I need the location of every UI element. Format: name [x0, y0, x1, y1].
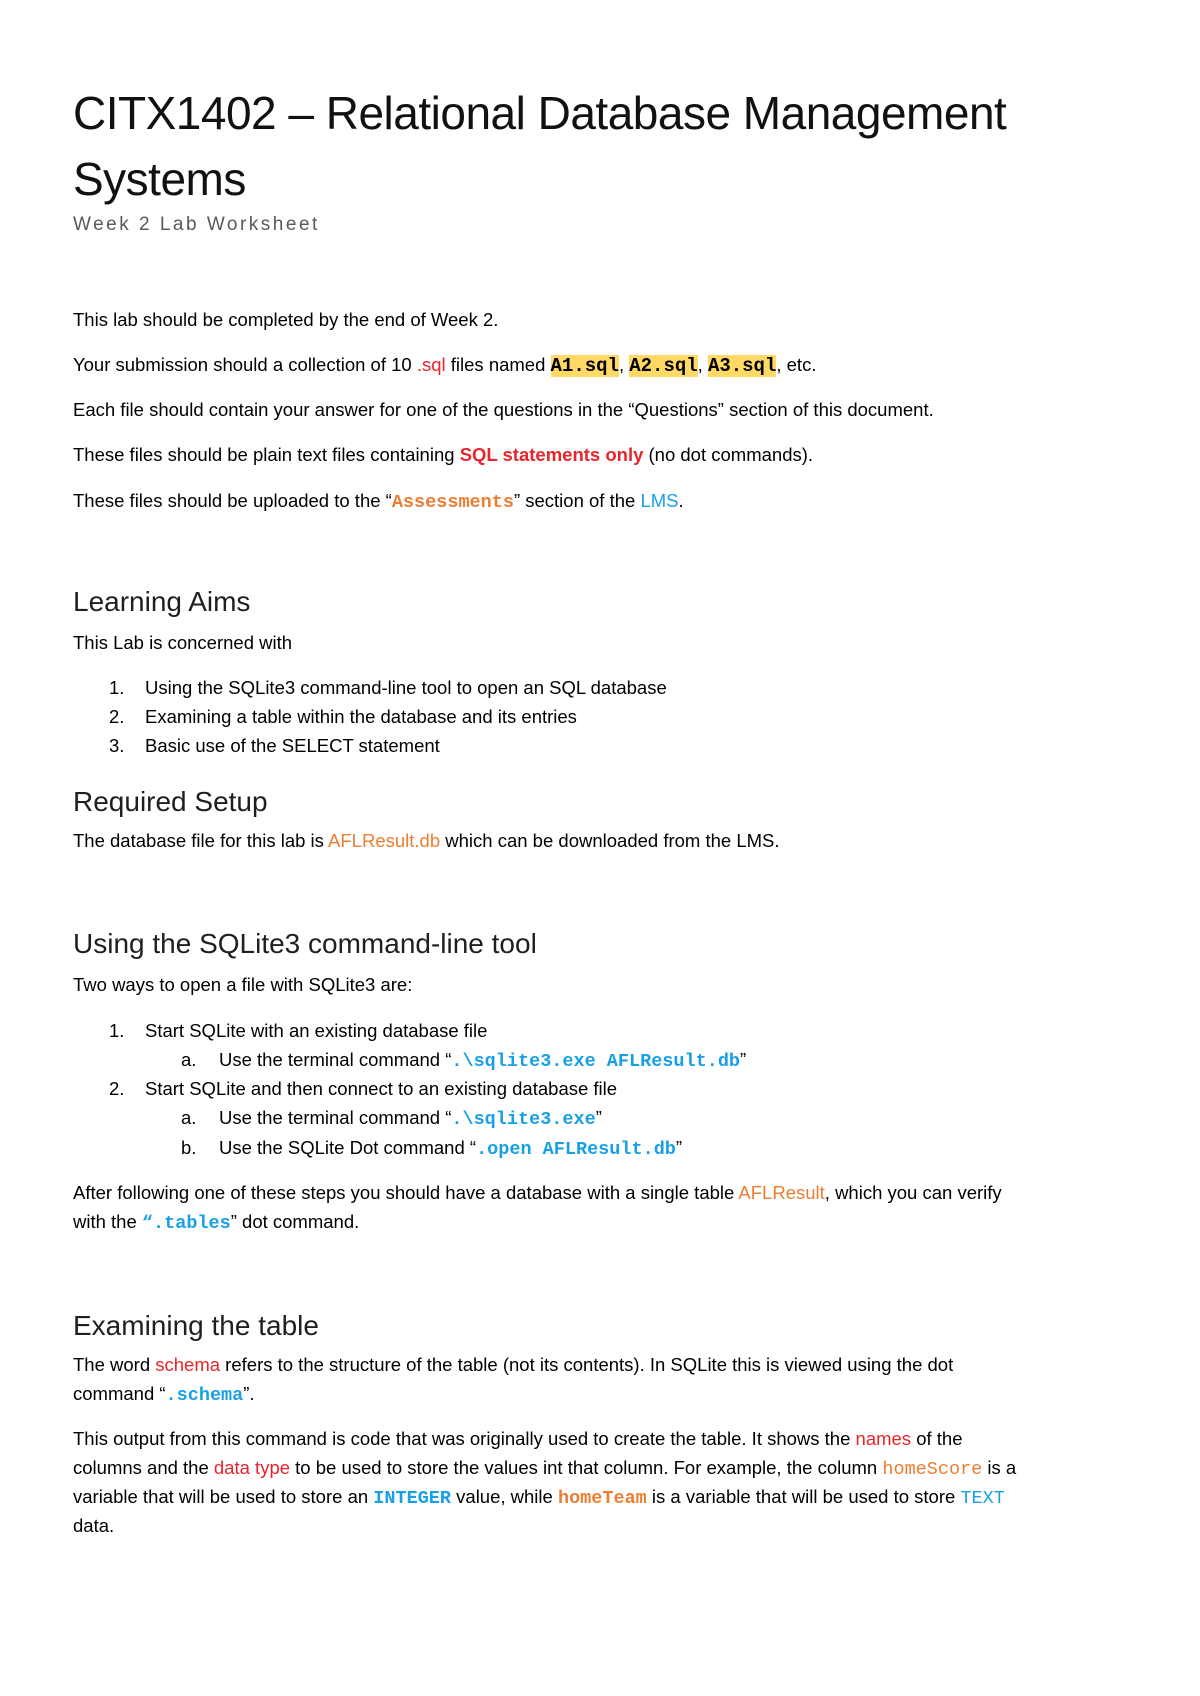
learning-aims-lead: This Lab is concerned with — [73, 632, 293, 653]
list-item — [73, 1133, 1133, 1162]
list-item — [73, 702, 1133, 731]
after-steps-line-1: After following one of these steps you should have a database with a single table AFLResult, which you can verify — [73, 1182, 1002, 1203]
learning-aims-heading: Learning Aims — [73, 586, 251, 617]
dot-command: .open AFLResult.db — [476, 1139, 676, 1160]
list-item — [73, 1074, 1133, 1103]
intro-submission: Your submission should a collection of 10 .sql files named A1.sql, A2.sql, A3.sql, etc. — [73, 354, 817, 377]
list-number: 2. — [109, 706, 125, 727]
list-number: 3. — [109, 735, 125, 756]
list-text: Use the terminal command “.\sqlite3.exe” — [219, 1107, 602, 1130]
list-letter: b. — [181, 1137, 197, 1158]
column-homescore: homeScore — [882, 1459, 983, 1480]
list-text: Start SQLite and then connect to an existing database file — [145, 1078, 618, 1099]
intro-plain-text: These files should be plain text files containing SQL statements only (no dot commands). — [73, 444, 814, 465]
file-name-a2: A2.sql — [629, 355, 698, 377]
list-item — [73, 1016, 1133, 1045]
database-file-name: AFLResult.db — [328, 830, 441, 851]
schema-output-line-4: data. — [73, 1515, 115, 1536]
sql-extension: .sql — [416, 354, 446, 375]
table-name: AFLResult — [738, 1182, 825, 1203]
required-setup-heading: Required Setup — [73, 786, 268, 817]
examining-table-heading: Examining the table — [73, 1310, 319, 1341]
sql-only-emphasis: SQL statements only — [459, 444, 644, 465]
assessments-link[interactable]: Assessments — [391, 492, 514, 513]
list-text: Use the terminal command “.\sqlite3.exe AFLResult.db” — [219, 1049, 747, 1072]
list-number: 2. — [109, 1078, 125, 1099]
intro-file-content: Each file should contain your answer for one of the questions in the “Questions” section of this document. — [73, 399, 934, 420]
list-text: Use the SQLite Dot command “.open AFLResult.db” — [219, 1137, 683, 1160]
sqlite-tool-lead: Two ways to open a file with SQLite3 are: — [73, 974, 413, 995]
schema-command: .schema — [165, 1385, 244, 1406]
schema-term: schema — [155, 1354, 221, 1375]
after-steps-line-2: with the “.tables” dot command. — [73, 1211, 360, 1234]
list-text: Using the SQLite3 command-line tool to open an SQL database — [145, 677, 667, 698]
list-letter: a. — [181, 1107, 197, 1128]
list-number: 1. — [109, 677, 125, 698]
schema-output-line-3: variable that will be used to store an INTEGER value, while homeTeam is a variable that will be used to store TEXT — [73, 1486, 1005, 1509]
intro-upload: These files should be uploaded to the “Assessments” section of the LMS. — [73, 490, 684, 513]
list-item — [73, 673, 1133, 702]
list-number: 1. — [109, 1020, 125, 1041]
list-item — [73, 1045, 1133, 1074]
sqlite-tool-heading: Using the SQLite3 command-line tool — [73, 928, 537, 959]
list-item — [73, 1103, 1133, 1132]
document-title: CITX1402 – Relational Database Management Systems — [73, 87, 1007, 205]
text-type: TEXT — [960, 1488, 1005, 1509]
list-letter: a. — [181, 1049, 197, 1070]
list-text: Start SQLite with an existing database file — [145, 1020, 488, 1041]
list-text: Examining a table within the database and its entries — [145, 706, 577, 727]
schema-output-line-1: This output from this command is code that was originally used to create the table. It shows the names of the — [73, 1428, 963, 1449]
schema-line-2: command “.schema”. — [73, 1383, 255, 1406]
file-name-a3: A3.sql — [707, 355, 777, 377]
file-name-a1: A1.sql — [550, 355, 619, 377]
list-text: Basic use of the SELECT statement — [145, 735, 440, 756]
setup-text: The database file for this lab is AFLResult.db which can be downloaded from the LMS. — [73, 830, 780, 851]
data-type-term: data type — [213, 1457, 291, 1478]
document-subtitle: Week 2 Lab Worksheet — [73, 214, 320, 235]
integer-type: INTEGER — [373, 1488, 452, 1509]
column-hometeam: homeTeam — [557, 1488, 647, 1509]
list-item — [73, 731, 1133, 760]
names-term: names — [855, 1428, 912, 1449]
intro-deadline: This lab should be completed by the end of Week 2. — [73, 309, 499, 330]
schema-output-line-2: columns and the data type to be used to store the values int that column. For example, the column homeScore is a — [73, 1457, 1017, 1480]
lms-link[interactable]: LMS — [640, 490, 679, 511]
terminal-command: .\sqlite3.exe AFLResult.db — [451, 1051, 741, 1072]
terminal-command: .\sqlite3.exe — [451, 1109, 596, 1130]
schema-line-1: The word schema refers to the structure of the table (not its contents). In SQLite this is viewed using the dot — [73, 1354, 954, 1375]
tables-command: “.tables — [141, 1213, 231, 1234]
